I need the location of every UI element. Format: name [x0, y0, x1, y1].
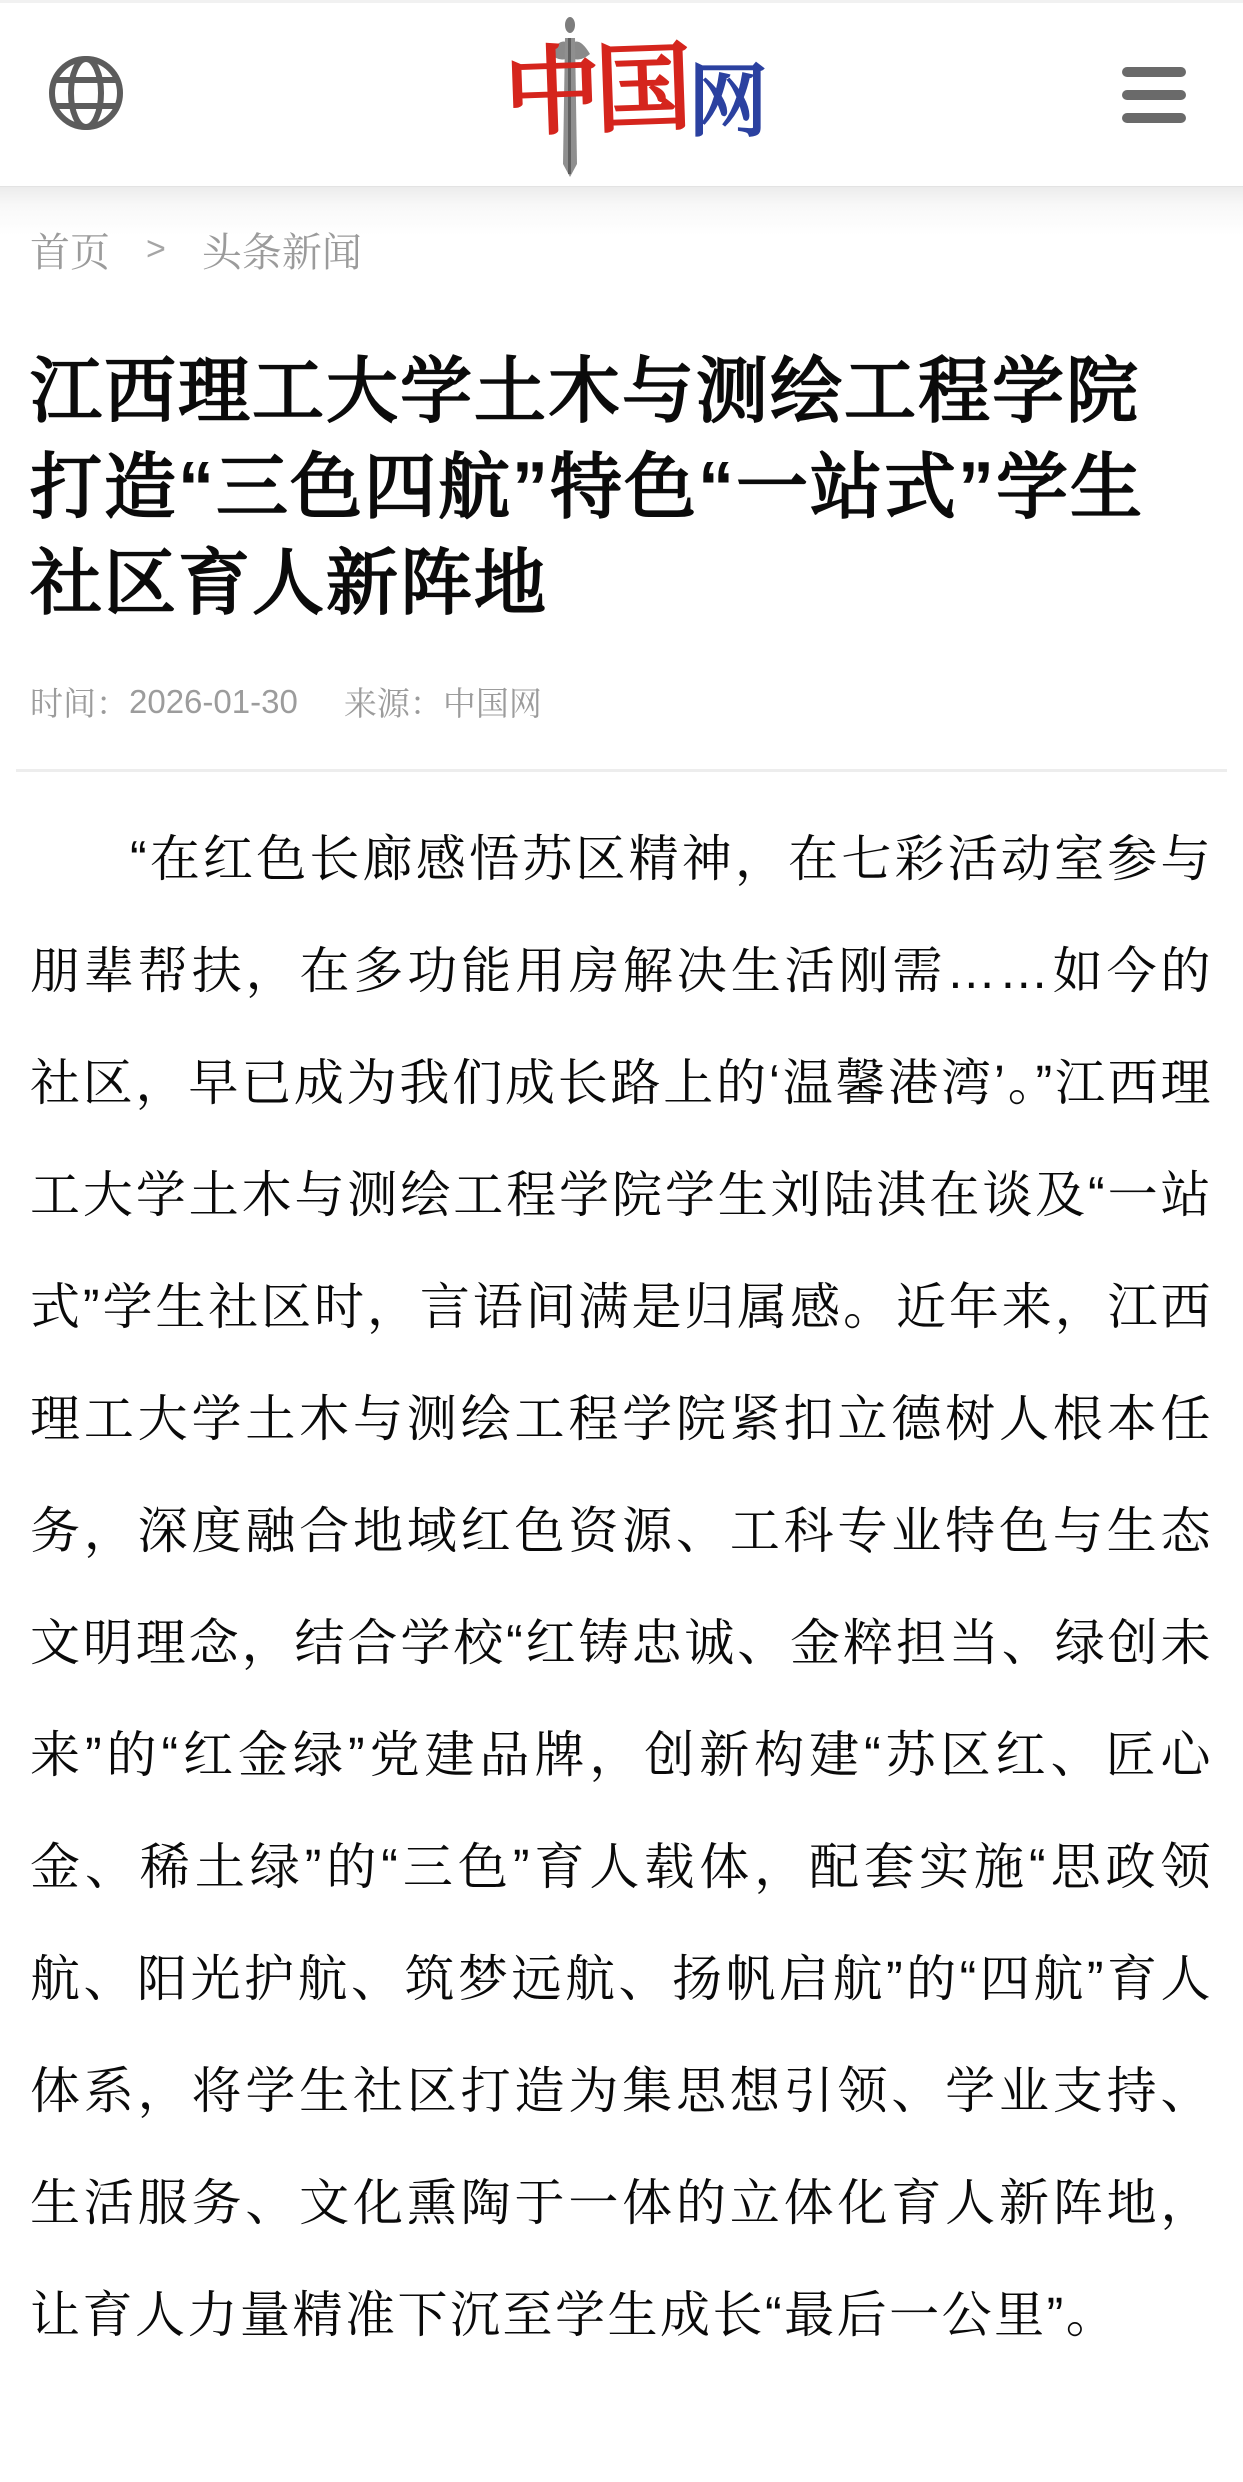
- breadcrumb-band: [0, 187, 1243, 314]
- breadcrumb-home-link[interactable]: 首页: [30, 231, 110, 275]
- time-label: 时间：: [30, 685, 129, 722]
- breadcrumb-category-link[interactable]: 头条新闻: [201, 231, 362, 275]
- publish-time: [30, 678, 298, 725]
- logo-blue-text: 网: [688, 56, 768, 146]
- page-title: 江西理工大学土木与测绘工程学院打造“三色四航”特色“一站式”学生社区育人新阵地: [30, 352, 1145, 624]
- language-globe-button[interactable]: [46, 55, 126, 135]
- breadcrumb: [30, 221, 1213, 278]
- menu-button[interactable]: [1122, 67, 1186, 123]
- app-header: [0, 0, 1243, 187]
- site-logo[interactable]: [502, 16, 768, 178]
- breadcrumb-separator: >: [146, 230, 166, 268]
- article-body-paragraph: “在红色长廊感悟苏区精神，在七彩活动室参与朋辈帮扶，在多功能用房解决生活刚需……如今的社区，早已成为我们成长路上的‘温馨港湾’。”江西理工大学土木与测绘工程学院学生刘陆淇在谈及“一站式”学生社区时，言语间满是归属感。近年来，江西理工大学土木与测绘工程学院紧扣立德树人根本任务，深度融合地域红色资源、工科专业特色与生态文明理念，结合学校“红铸忠诚、金粹担当、绿创未来”的“红金绿”党建品牌，创新构建“苏区红、匠心金、稀土绿”的“三色”育人载体，配套实施“思政领航、阳光护航、筑梦远航、扬帆启航”的“四航”育人体系，将学生社区打造为集思想引领、学业支持、生活服务、文化熏陶于一体的立体化育人新阵地，让育人力量精准下沉至学生成长“最后一公里”。: [30, 831, 1213, 2343]
- source: [344, 678, 542, 725]
- article-meta: [30, 678, 1213, 725]
- logo-red-text: 中国: [502, 32, 688, 148]
- time-value: 2026-01-30: [129, 682, 298, 720]
- hamburger-icon: [1122, 67, 1186, 123]
- source-value: 中国网: [442, 685, 542, 722]
- globe-icon: [46, 53, 126, 136]
- divider: [16, 769, 1227, 772]
- source-label: 来源：: [343, 685, 443, 722]
- article: [0, 344, 1243, 2371]
